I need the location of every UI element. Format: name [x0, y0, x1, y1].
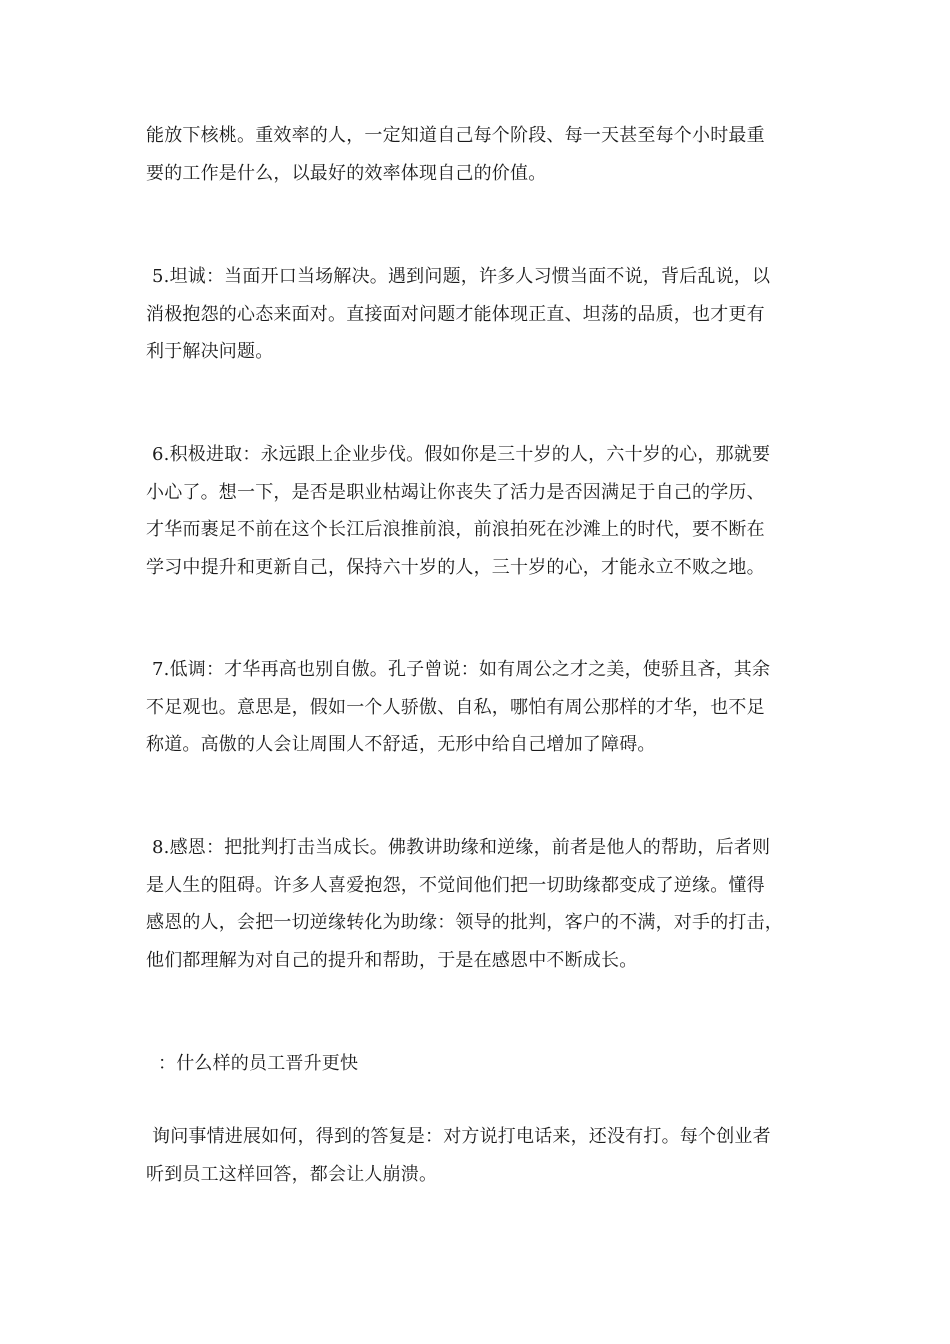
text-line: 询问事情进展如何，得到的答复是：对方说打电话来，还没有打。每个创业者: [152, 1126, 771, 1147]
text-line: 他们都理解为对自己的提升和帮助，于是在感恩中不断成长。: [146, 949, 638, 971]
paragraph-point-6-proactive: [146, 436, 816, 586]
text-line: 不足观也。意思是，假如一个人骄傲、自私，哪怕有周公那样的才华，也不足: [146, 696, 765, 718]
text-line: 6.积极进取：永远跟上企业步伐。假如你是三十岁的人，六十岁的心，那就要: [152, 444, 771, 465]
paragraph-intro-promotion: [146, 1118, 816, 1193]
text-line: 是人生的阻碍。许多人喜爱抱怨，不觉间他们把一切助缘都变成了逆缘。懂得: [146, 874, 765, 896]
paragraph-point-5-candor: [146, 258, 816, 371]
text-line: 利于解决问题。: [146, 341, 274, 362]
text-line: 消极抱怨的心态来面对。直接面对问题才能体现正直、坦荡的品质，也才更有: [146, 303, 765, 325]
text-line: 感恩的人，会把一切逆缘转化为助缘：领导的批判，客户的不满，对手的打击，: [146, 912, 783, 933]
text-line: 7.低调：才华再高也别自傲。孔子曾说：如有周公之才之美，使骄且吝，其余: [152, 659, 771, 680]
text-line: 5.坦诚：当面开口当场解决。遇到问题，许多人习惯当面不说，背后乱说，以: [152, 266, 771, 287]
text-line: 能放下核桃。重效率的人，一定知道自己每个阶段、每一天甚至每个小时最重: [146, 125, 765, 146]
text-line: 才华而裹足不前在这个长江后浪推前浪，前浪拍死在沙滩上的时代，要不断在: [146, 519, 765, 540]
text-line: 小心了。想一下，是否是职业枯竭让你丧失了活力是否因满足于自己的学历、: [146, 481, 765, 503]
text-line: 称道。高傲的人会让周围人不舒适，无形中给自己增加了障碍。: [146, 734, 656, 755]
text-line: 学习中提升和更新自己，保持六十岁的人，三十岁的心，才能永立不败之地。: [146, 556, 765, 578]
paragraph-point-7-humility: [146, 651, 816, 764]
heading-line: ：什么样的员工晋升更快: [158, 1053, 359, 1074]
section-heading: [146, 1045, 816, 1083]
text-line: 听到员工这样回答，都会让人崩溃。: [146, 1163, 438, 1185]
paragraph-efficiency-continued: [146, 117, 816, 192]
text-line: 8.感恩：把批判打击当成长。佛教讲助缘和逆缘，前者是他人的帮助，后者则: [152, 837, 771, 858]
text-line: 要的工作是什么，以最好的效率体现自己的价值。: [146, 162, 547, 184]
paragraph-point-8-gratitude: [146, 829, 816, 979]
